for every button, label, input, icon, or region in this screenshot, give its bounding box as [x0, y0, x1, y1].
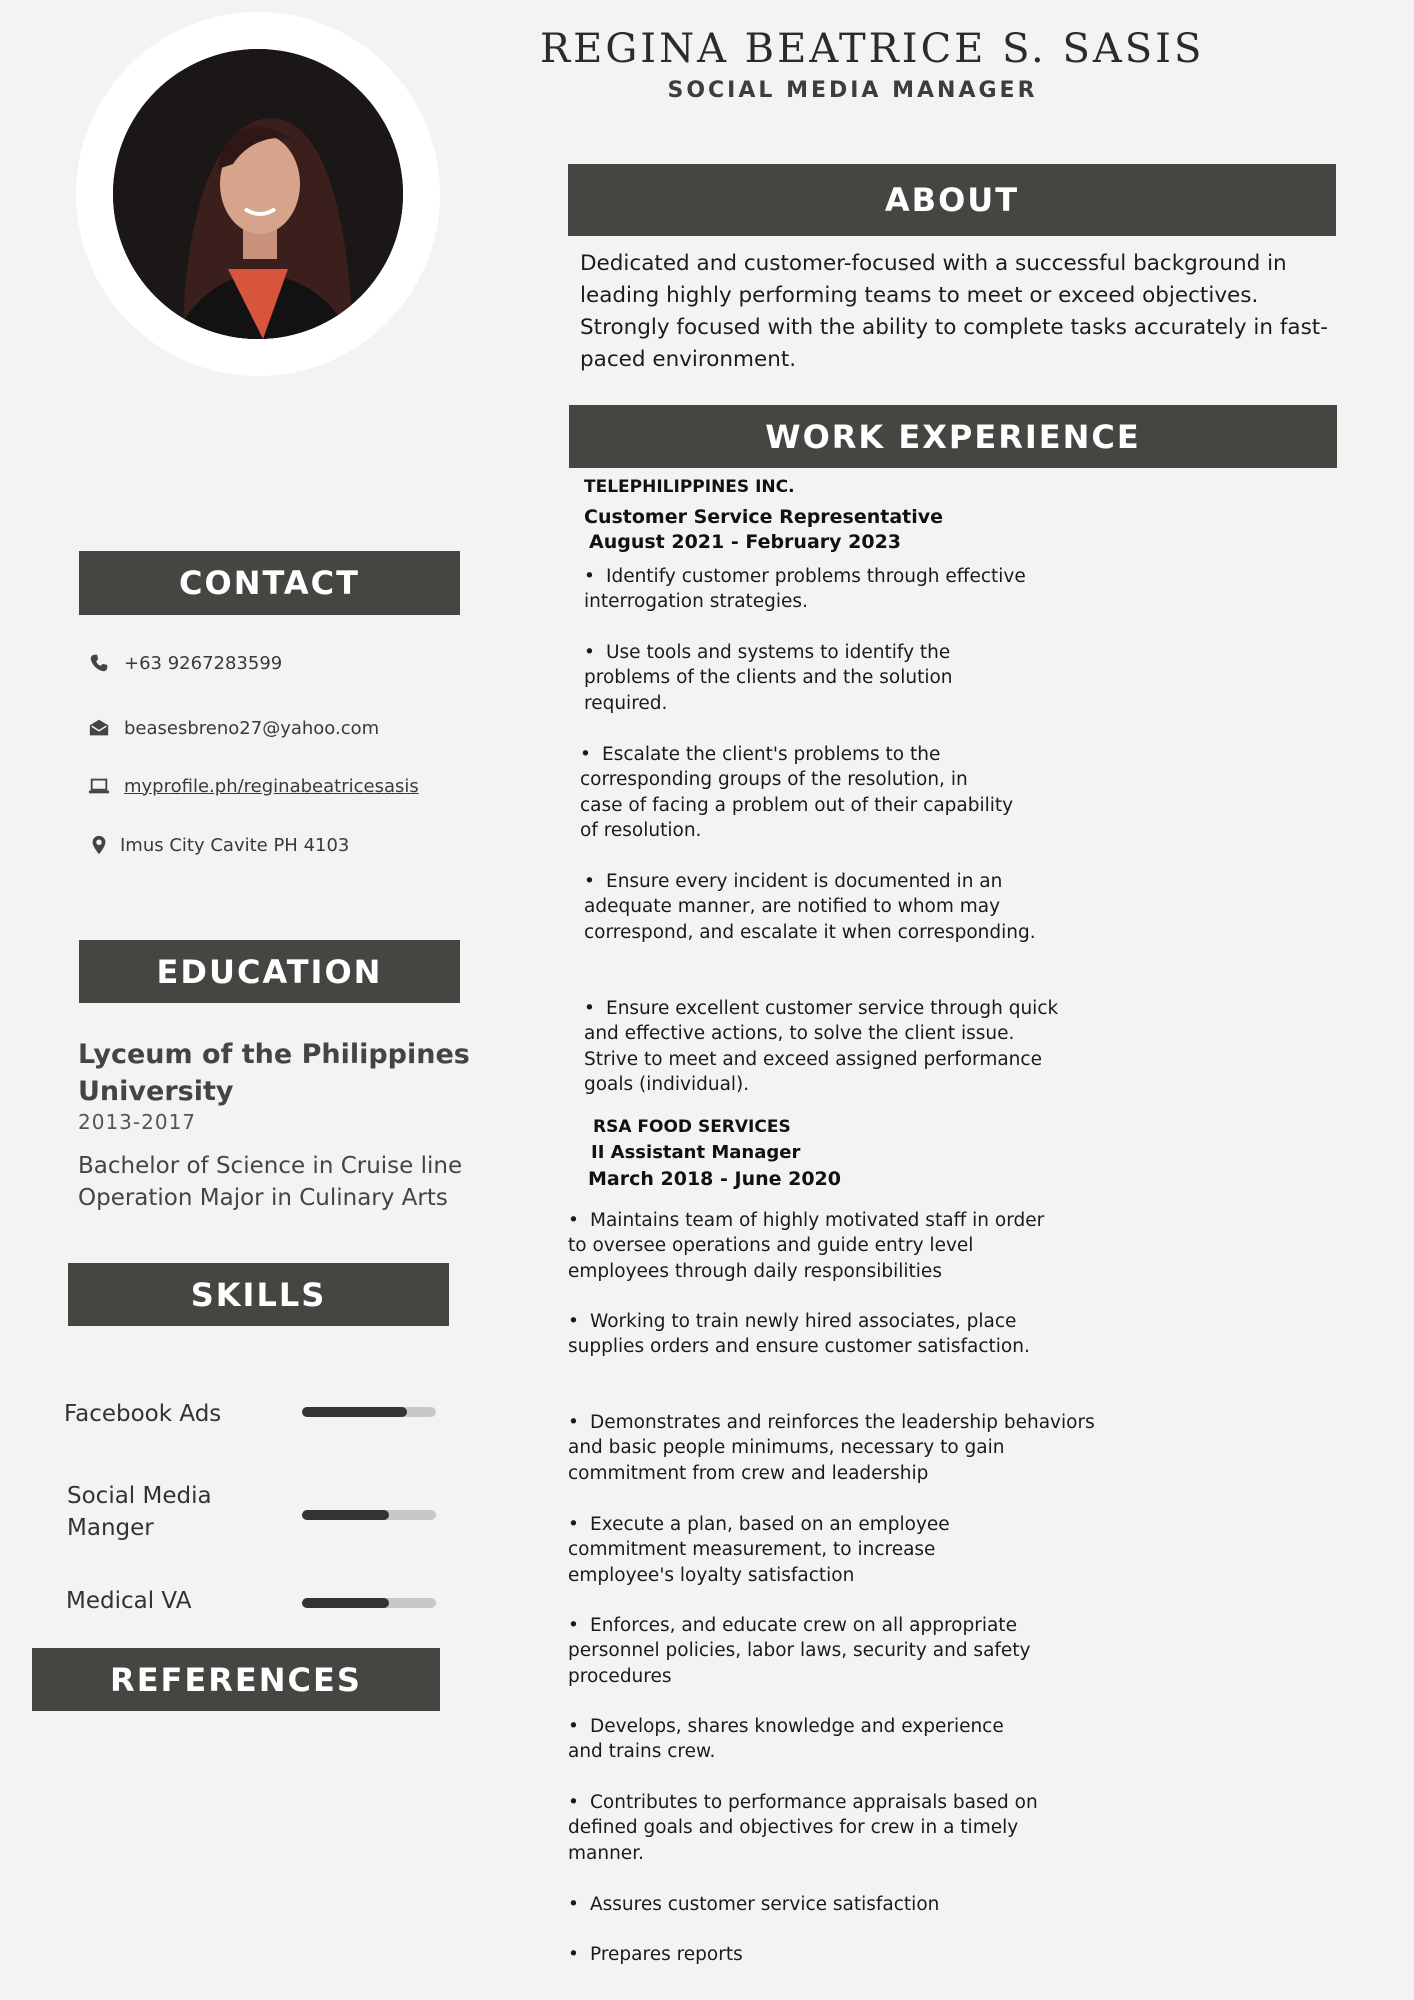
- school-name: Lyceum of the Philippines University: [78, 1039, 470, 1107]
- job-bullet: • Demonstrates and reinforces the leadership behaviors and basic people minimums, necessary to gain commitment from crew and leadership: [568, 1412, 1095, 1484]
- job-bullet: • Execute a plan, based on an employee commitment measurement, to increase employee's loyalty satisfaction: [568, 1514, 950, 1586]
- job-bullet: • Contributes to performance appraisals based on defined goals and objectives for crew in a timely manner.: [568, 1792, 1038, 1864]
- job-bullet: • Working to train newly hired associates, place supplies orders and ensure customer satisfaction.: [568, 1311, 1030, 1358]
- job-company: RSA FOOD SERVICES: [593, 1117, 791, 1137]
- contact-address: [88, 834, 349, 856]
- contact-phone[interactable]: [88, 652, 282, 674]
- email-address: beasesbreno27@yahoo.com: [124, 717, 380, 739]
- job-bullet: • Assures customer service satisfaction: [568, 1894, 940, 1915]
- website-link[interactable]: myprofile.ph/reginabeatricesasis: [124, 775, 419, 797]
- skill-bar-fill: [302, 1598, 389, 1608]
- profile-photo: [113, 49, 403, 339]
- education-heading: EDUCATION: [79, 940, 460, 1003]
- job-bullet: • Ensure every incident is documented in an adequate manner, are notified to whom may correspond, and escalate it when corresponding.: [584, 871, 1036, 943]
- skill-name: Facebook Ads: [64, 1401, 222, 1427]
- contact-heading: CONTACT: [79, 551, 460, 615]
- job-role: II Assistant Manager: [591, 1142, 801, 1163]
- skills-heading: SKILLS: [68, 1263, 449, 1326]
- job-bullet: • Use tools and systems to identify the problems of the clients and the solution required.: [584, 642, 953, 714]
- skill-bar-fill: [302, 1407, 407, 1417]
- profile-photo-illustration: [113, 49, 403, 339]
- job-title: SOCIAL MEDIA MANAGER: [667, 78, 1038, 103]
- job-bullet: • Develops, shares knowledge and experience and trains crew.: [568, 1716, 1004, 1763]
- skill-bar-track: [302, 1598, 436, 1608]
- skill-name: Medical VA: [66, 1588, 192, 1614]
- job-dates: August 2021 - February 2023: [589, 531, 902, 553]
- references-heading: REFERENCES: [32, 1648, 440, 1711]
- job-dates: March 2018 - June 2020: [588, 1168, 842, 1190]
- skill-name: Social Media Manger: [67, 1483, 212, 1541]
- phone-number: +63 9267283599: [124, 652, 283, 674]
- skill-bar-track: [302, 1510, 436, 1520]
- contact-email[interactable]: [88, 717, 379, 739]
- job-bullet: • Maintains team of highly motivated staff in order to oversee operations and guide entry level employees through daily responsibilities: [568, 1210, 1045, 1282]
- about-text: Dedicated and customer-focused with a successful background in leading highly performing teams to meet or exceed objectives. Strongly focused with the ability to complete tasks accurately in fast-paced environment.: [580, 251, 1328, 372]
- job-bullet: • Identify customer problems through effective interrogation strategies.: [584, 566, 1026, 613]
- skill-bar-fill: [302, 1510, 389, 1520]
- work-experience-heading: WORK EXPERIENCE: [569, 405, 1337, 468]
- envelope-icon: [88, 717, 110, 739]
- about-heading: ABOUT: [568, 164, 1336, 236]
- job-bullet: • Prepares reports: [568, 1944, 743, 1965]
- candidate-name: REGINA BEATRICE S. SASIS: [540, 26, 1205, 72]
- degree-text: Bachelor of Science in Cruise line Operation Major in Culinary Arts: [78, 1153, 463, 1211]
- phone-icon: [88, 652, 110, 674]
- laptop-icon: [88, 775, 110, 797]
- education-years: 2013-2017: [78, 1110, 197, 1134]
- job-bullet: • Ensure excellent customer service through quick and effective actions, to solve the client issue. Strive to meet and exceed assigned performance goals (individual).: [584, 998, 1059, 1095]
- job-bullet: • Enforces, and educate crew on all appropriate personnel policies, labor laws, security and safety procedures: [568, 1615, 1031, 1687]
- contact-website[interactable]: [88, 775, 419, 797]
- map-pin-icon: [88, 834, 110, 856]
- job-bullet: • Escalate the client's problems to the corresponding groups of the resolution, in case of facing a problem out of their capability of resolution.: [580, 744, 1014, 841]
- skill-bar-track: [302, 1407, 436, 1417]
- job-role: Customer Service Representative: [584, 506, 944, 528]
- address-text: Imus City Cavite PH 4103: [120, 834, 350, 856]
- job-company: TELEPHILIPPINES INC.: [584, 477, 795, 497]
